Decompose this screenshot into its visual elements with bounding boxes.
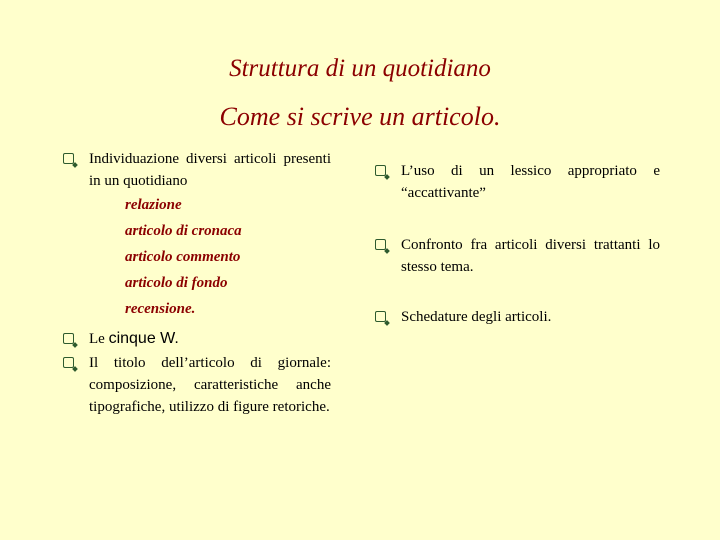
checkbox-bullet-icon xyxy=(63,357,74,368)
bullet-text: Confronto fra articoli diversi trattanti lo stesso tema. xyxy=(401,237,660,275)
bullet-item-schedature xyxy=(375,306,660,328)
checkbox-bullet-icon xyxy=(63,153,74,164)
bullet-text-emphasis: cinque W. xyxy=(108,330,179,347)
checkbox-bullet-icon xyxy=(375,165,386,176)
bullet-item-lessico xyxy=(375,160,660,204)
bullet-text: Individuazione diversi articoli presenti in un quotidiano xyxy=(89,151,331,189)
checkbox-bullet-icon xyxy=(375,239,386,250)
slide-subtitle: Come si scrive un articolo. xyxy=(219,102,501,131)
list-item: articolo commento xyxy=(125,249,241,265)
bullet-item-cinque-w xyxy=(63,328,331,350)
bullet-item-individuazione xyxy=(63,148,331,192)
list-item: articolo di fondo xyxy=(125,275,228,291)
list-item: articolo di cronaca xyxy=(125,223,242,239)
list-item: relazione xyxy=(125,197,182,213)
bullet-item-confronto xyxy=(375,234,660,278)
bullet-text: L’uso di un lessico appropriato e “accattivante” xyxy=(401,163,660,201)
right-column xyxy=(375,160,660,328)
bullet-text: Il titolo dell’articolo di giornale: composizione, caratteristiche anche tipografiche, utilizzo di figure retoriche. xyxy=(89,355,331,415)
bullet-text: Le xyxy=(89,331,109,347)
article-types-list xyxy=(63,192,331,322)
checkbox-bullet-icon xyxy=(375,311,386,322)
slide-title: Struttura di un quotidiano xyxy=(229,55,491,82)
list-item: recensione. xyxy=(125,301,196,317)
left-column xyxy=(63,148,331,418)
bullet-text: Schedature degli articoli. xyxy=(401,309,552,325)
bullet-item-titolo xyxy=(63,352,331,418)
checkbox-bullet-icon xyxy=(63,333,74,344)
